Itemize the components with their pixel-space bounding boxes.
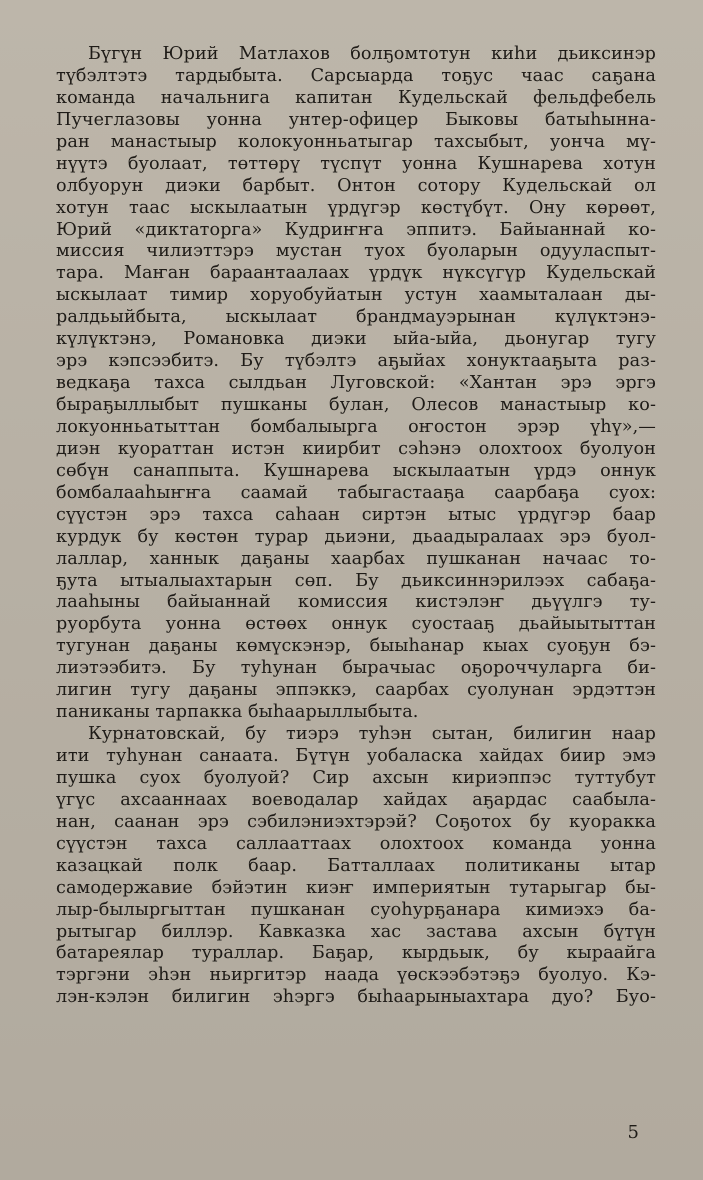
text-line: локуонньатыттан бомбалыырга оҥостон эрэр үһү»,— [56, 416, 656, 437]
text-line: тэргэни эһэн ньиргитэр наада үөскээбэтэҕэ буолуо. Кэ- [56, 965, 656, 986]
text-line: ран манастыыр колокуонньатыгар тахсыбыт, уонча мү- [56, 131, 656, 152]
text-line: ведкаҕа тахса сылдьан Луговской: «Хантан эрэ эргэ [56, 373, 656, 394]
text-line: лигин тугу даҕаны эппэккэ, саарбах суолунан эрдэттэн [56, 680, 656, 701]
text-line: быраҕыллыбыт пушканы булан, Олесов манастыыр ко- [56, 395, 656, 415]
text-line: Юрий «диктаторга» Кудриҥҥа эппитэ. Байыаннай ко- [56, 219, 656, 240]
text-line: самодержавие бэйэтин киэҥ империятын тутарыгар бы- [56, 877, 656, 898]
text-line: курдук бу көстөн турар дьиэни, дьаадыралаах эрэ буол- [56, 526, 656, 547]
page-number: 5 [627, 1122, 639, 1143]
text-line: Пучеглазовы уонна унтер-офицер Быковы батыһынна- [56, 109, 656, 130]
text-line: бомбалааһыҥҥа саамай табыгастааҕа саарбаҕа суох: [56, 482, 656, 503]
text-line: ҕута ытыалыахтарын сөп. Бу дьиксиннэрилээх сабаҕа- [56, 570, 656, 591]
text-line: күлүктэнэ, Романовка диэки ыйа-ыйа, дьонугар тугу [56, 329, 656, 350]
text-line: хотун таас ыскылаатын үрдүгэр көстүбүт. Ону көрөөт, [56, 197, 656, 218]
text-line: пушка суох буолуой? Сир ахсын кириэппэс туттубут [56, 767, 656, 788]
text-line: Бүгүн Юрий Матлахов болҕомтотун киһи дьиксинэр [88, 44, 656, 64]
paragraph-2 [56, 724, 656, 1009]
body-text [56, 44, 656, 1009]
text-line: ыскылаат тимир хоруобуйатын устун хаамыталаан ды- [56, 285, 656, 306]
text-line: Курнатовскай, бу тиэрэ туһэн сытан, билигин наар [88, 724, 656, 745]
text-line: лааһыны байыаннай комиссия кистэлэҥ дьүүлгэ ту- [56, 592, 656, 613]
text-line: нан, саанан эрэ сэбилэниэхтэрэй? Соҕотох бу куоракка [56, 811, 656, 832]
text-line: паниканы тарпакка быһаарыллыбыта. [56, 702, 419, 723]
text-line: сөбүн санаппыта. Кушнарева ыскылаатын үрдэ оннук [56, 460, 656, 481]
text-line: руорбута уонна өстөөх оннук суостааҕ дьайыытыттан [56, 614, 656, 635]
text-line: лэн-кэлэн билигин эһэргэ быһаарыныахтара дуо? Буо- [56, 987, 656, 1008]
text-line: миссия чилиэттэрэ мустан туох буоларын одууласпыт- [56, 241, 656, 262]
text-line: түбэлтэтэ тардыбыта. Сарсыарда тоҕус чаас саҕана [56, 65, 656, 86]
text-line: лыр-былыргыттан пушканан суоһурҕанара кимиэхэ ба- [56, 899, 656, 920]
text-line: рытыгар биллэр. Кавказка хас застава ахсын бүтүн [56, 921, 656, 942]
text-line: эрэ кэпсээбитэ. Бу түбэлтэ аҕыйах хонуктааҕыта раз- [56, 351, 656, 372]
text-line: лаллар, ханнык даҕаны хаарбах пушканан начаас то- [56, 548, 656, 569]
text-line: диэн куораттан истэн киирбит сэһэнэ олохтоох буолуон [56, 438, 656, 459]
text-line: лиэтээбитэ. Бу туһунан бырачыас оҕороччуларга би- [56, 658, 656, 679]
text-line: нүүтэ буолаат, төттөрү түспүт уонна Кушнарева хотун [56, 153, 656, 174]
text-line: тугунан даҕаны көмүскэнэр, быыһанар кыах суоҕун бэ- [56, 636, 656, 657]
text-line: батареялар тураллар. Баҕар, кырдьык, бу кыраайга [56, 943, 656, 964]
text-line: команда начальнига капитан Кудельскай фельдфебель [56, 87, 656, 108]
text-line: казацкай полк баар. Батталлаах политиканы ытар [56, 855, 656, 876]
text-line: сүүстэн тахса саллааттаах олохтоох команда уонна [56, 833, 656, 854]
text-line: ити туһунан санаата. Бүтүн уобаласка хайдах биир эмэ [56, 746, 656, 766]
text-line: сүүстэн эрэ тахса саһаан сиртэн ытыс үрдүгэр баар [56, 504, 656, 525]
text-line: тара. Маҥан бараантаалаах үрдүк нүксүгүр Кудельскай [56, 263, 656, 284]
text-line: үгүс ахсааннаах воеводалар хайдах аҕардас саабыла- [56, 789, 656, 810]
paragraph-1 [56, 44, 656, 724]
text-line: ралдьыйбыта, ыскылаат брандмауэрынан күлүктэнэ- [56, 307, 656, 328]
text-line: олбуорун диэки барбыт. Онтон сотору Кудельскай ол [56, 175, 656, 196]
